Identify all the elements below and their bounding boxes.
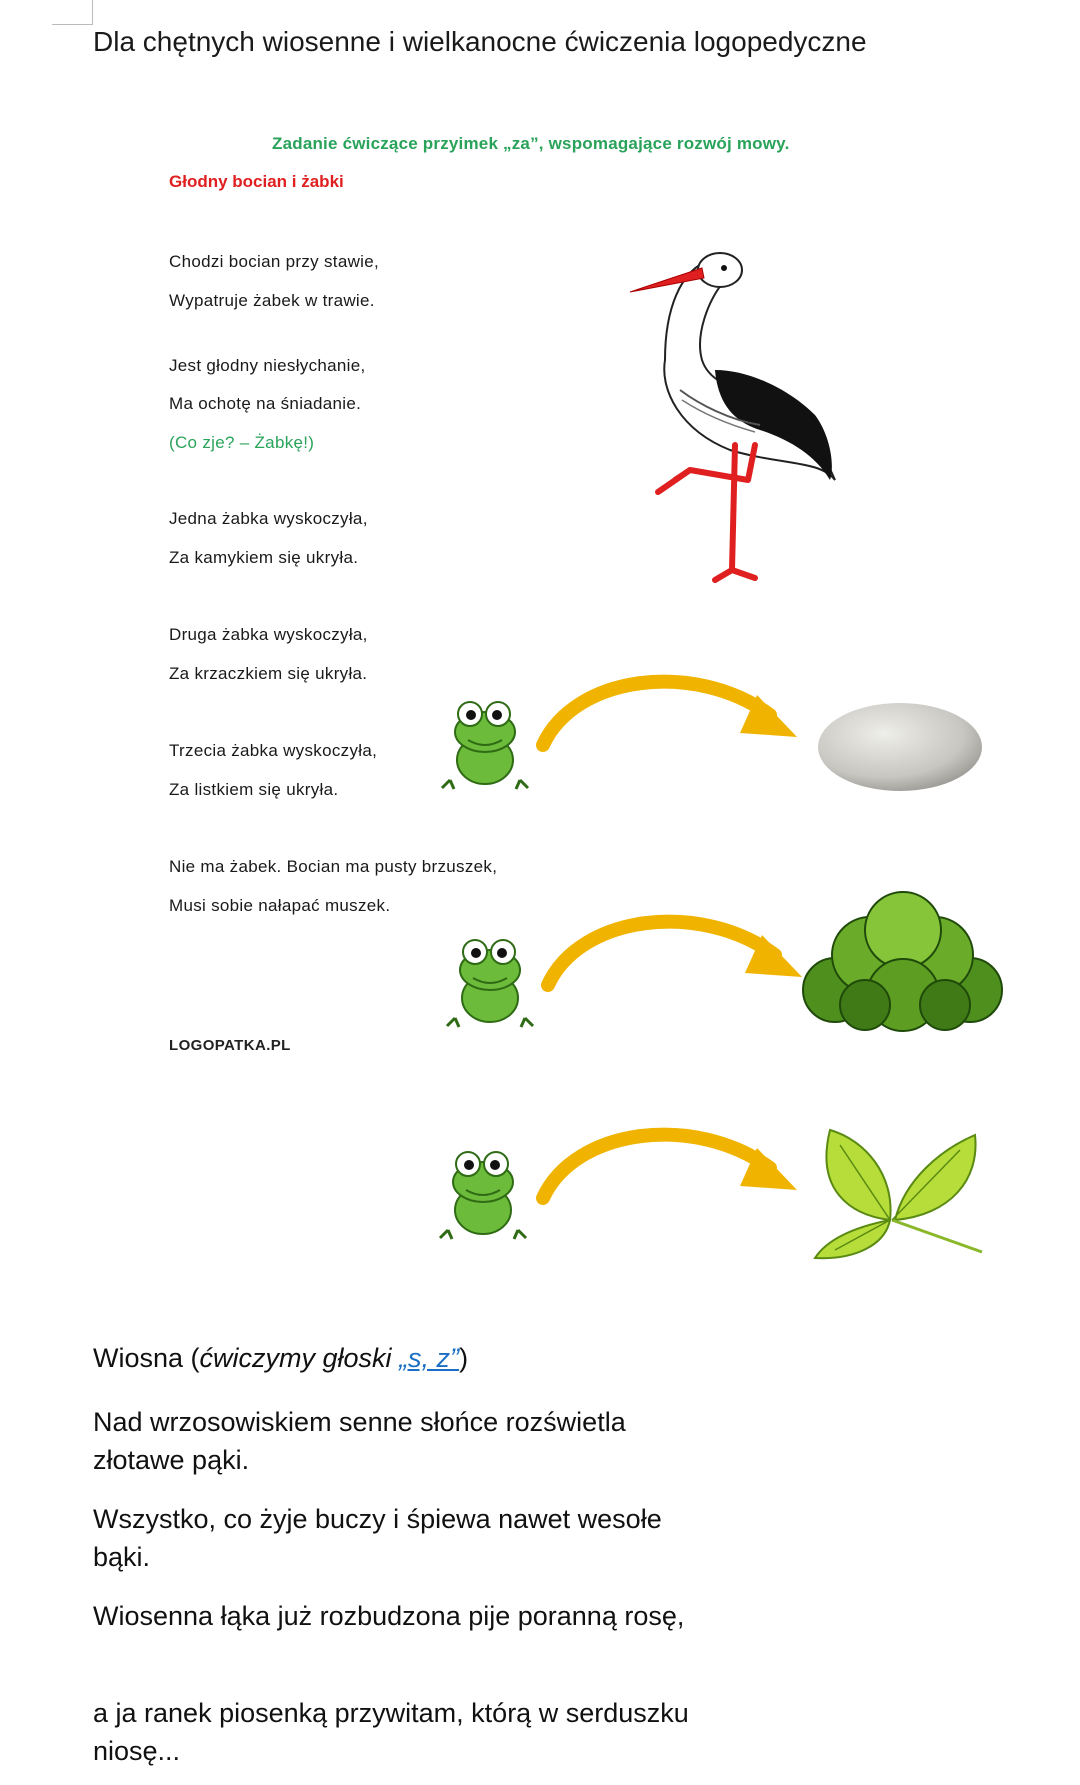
poem-line: Za listkiem się ukryła. xyxy=(169,780,339,799)
section-paragraph: Wszystko, co żyje buczy i śpiewa nawet wesołe bąki. xyxy=(93,1504,662,1572)
section-heading-close: ) xyxy=(459,1343,469,1373)
poem-line: Jest głodny niesłychanie, xyxy=(169,356,366,375)
frog-icon xyxy=(440,690,530,790)
poem-line: Wypatruje żabek w trawie. xyxy=(169,291,375,310)
leaf-icon xyxy=(810,1120,985,1260)
poem-line: Za krzaczkiem się ukryła. xyxy=(169,664,368,683)
poem-line: Ma ochotę na śniadanie. xyxy=(169,394,362,413)
stone-icon xyxy=(815,695,985,795)
credit-text: LOGOPATKA.PL xyxy=(169,1037,291,1054)
section-heading-italic: ćwiczymy głoski xyxy=(199,1343,400,1373)
poem-line-question: (Co zje? – Żabkę!) xyxy=(169,433,315,452)
section-heading xyxy=(93,1343,468,1374)
bush-icon xyxy=(795,885,1010,1035)
poem-line: Chodzi bocian przy stawie, xyxy=(169,252,380,271)
page-corner-marker xyxy=(52,0,93,25)
poem-title: Głodny bocian i żabki xyxy=(169,172,344,191)
curved-arrow-icon xyxy=(540,905,810,995)
section-heading-main: Wiosna ( xyxy=(93,1343,200,1373)
document-title: Dla chętnych wiosenne i wielkanocne ćwiczenia logopedyczne xyxy=(93,26,867,57)
section-paragraph: Wiosenna łąka już rozbudzona pije poranną rosę, xyxy=(93,1601,685,1631)
section-paragraph: a ja ranek piosenką przywitam, którą w serduszku niosę... xyxy=(93,1698,689,1766)
poem-line: Nie ma żabek. Bocian ma pusty brzuszek, xyxy=(169,857,498,876)
frog-icon xyxy=(438,1140,528,1240)
curved-arrow-icon xyxy=(535,665,805,755)
poem-line: Za kamykiem się ukryła. xyxy=(169,548,359,567)
section-paragraph: Nad wrzosowiskiem senne słońce rozświetla złotawe pąki. xyxy=(93,1407,626,1475)
poem-line: Trzecia żabka wyskoczyła, xyxy=(169,741,378,760)
stork-icon xyxy=(620,240,850,590)
section-heading-link[interactable]: „s, z” xyxy=(399,1343,460,1373)
poem-line: Jedna żabka wyskoczyła, xyxy=(169,509,368,528)
poem-line: Musi sobie nałapać muszek. xyxy=(169,896,391,915)
worksheet-subtitle: Zadanie ćwiczące przyimek „za”, wspomagające rozwój mowy. xyxy=(272,134,790,153)
curved-arrow-icon xyxy=(535,1118,805,1208)
frog-icon xyxy=(445,928,535,1028)
poem-line: Druga żabka wyskoczyła, xyxy=(169,625,368,644)
